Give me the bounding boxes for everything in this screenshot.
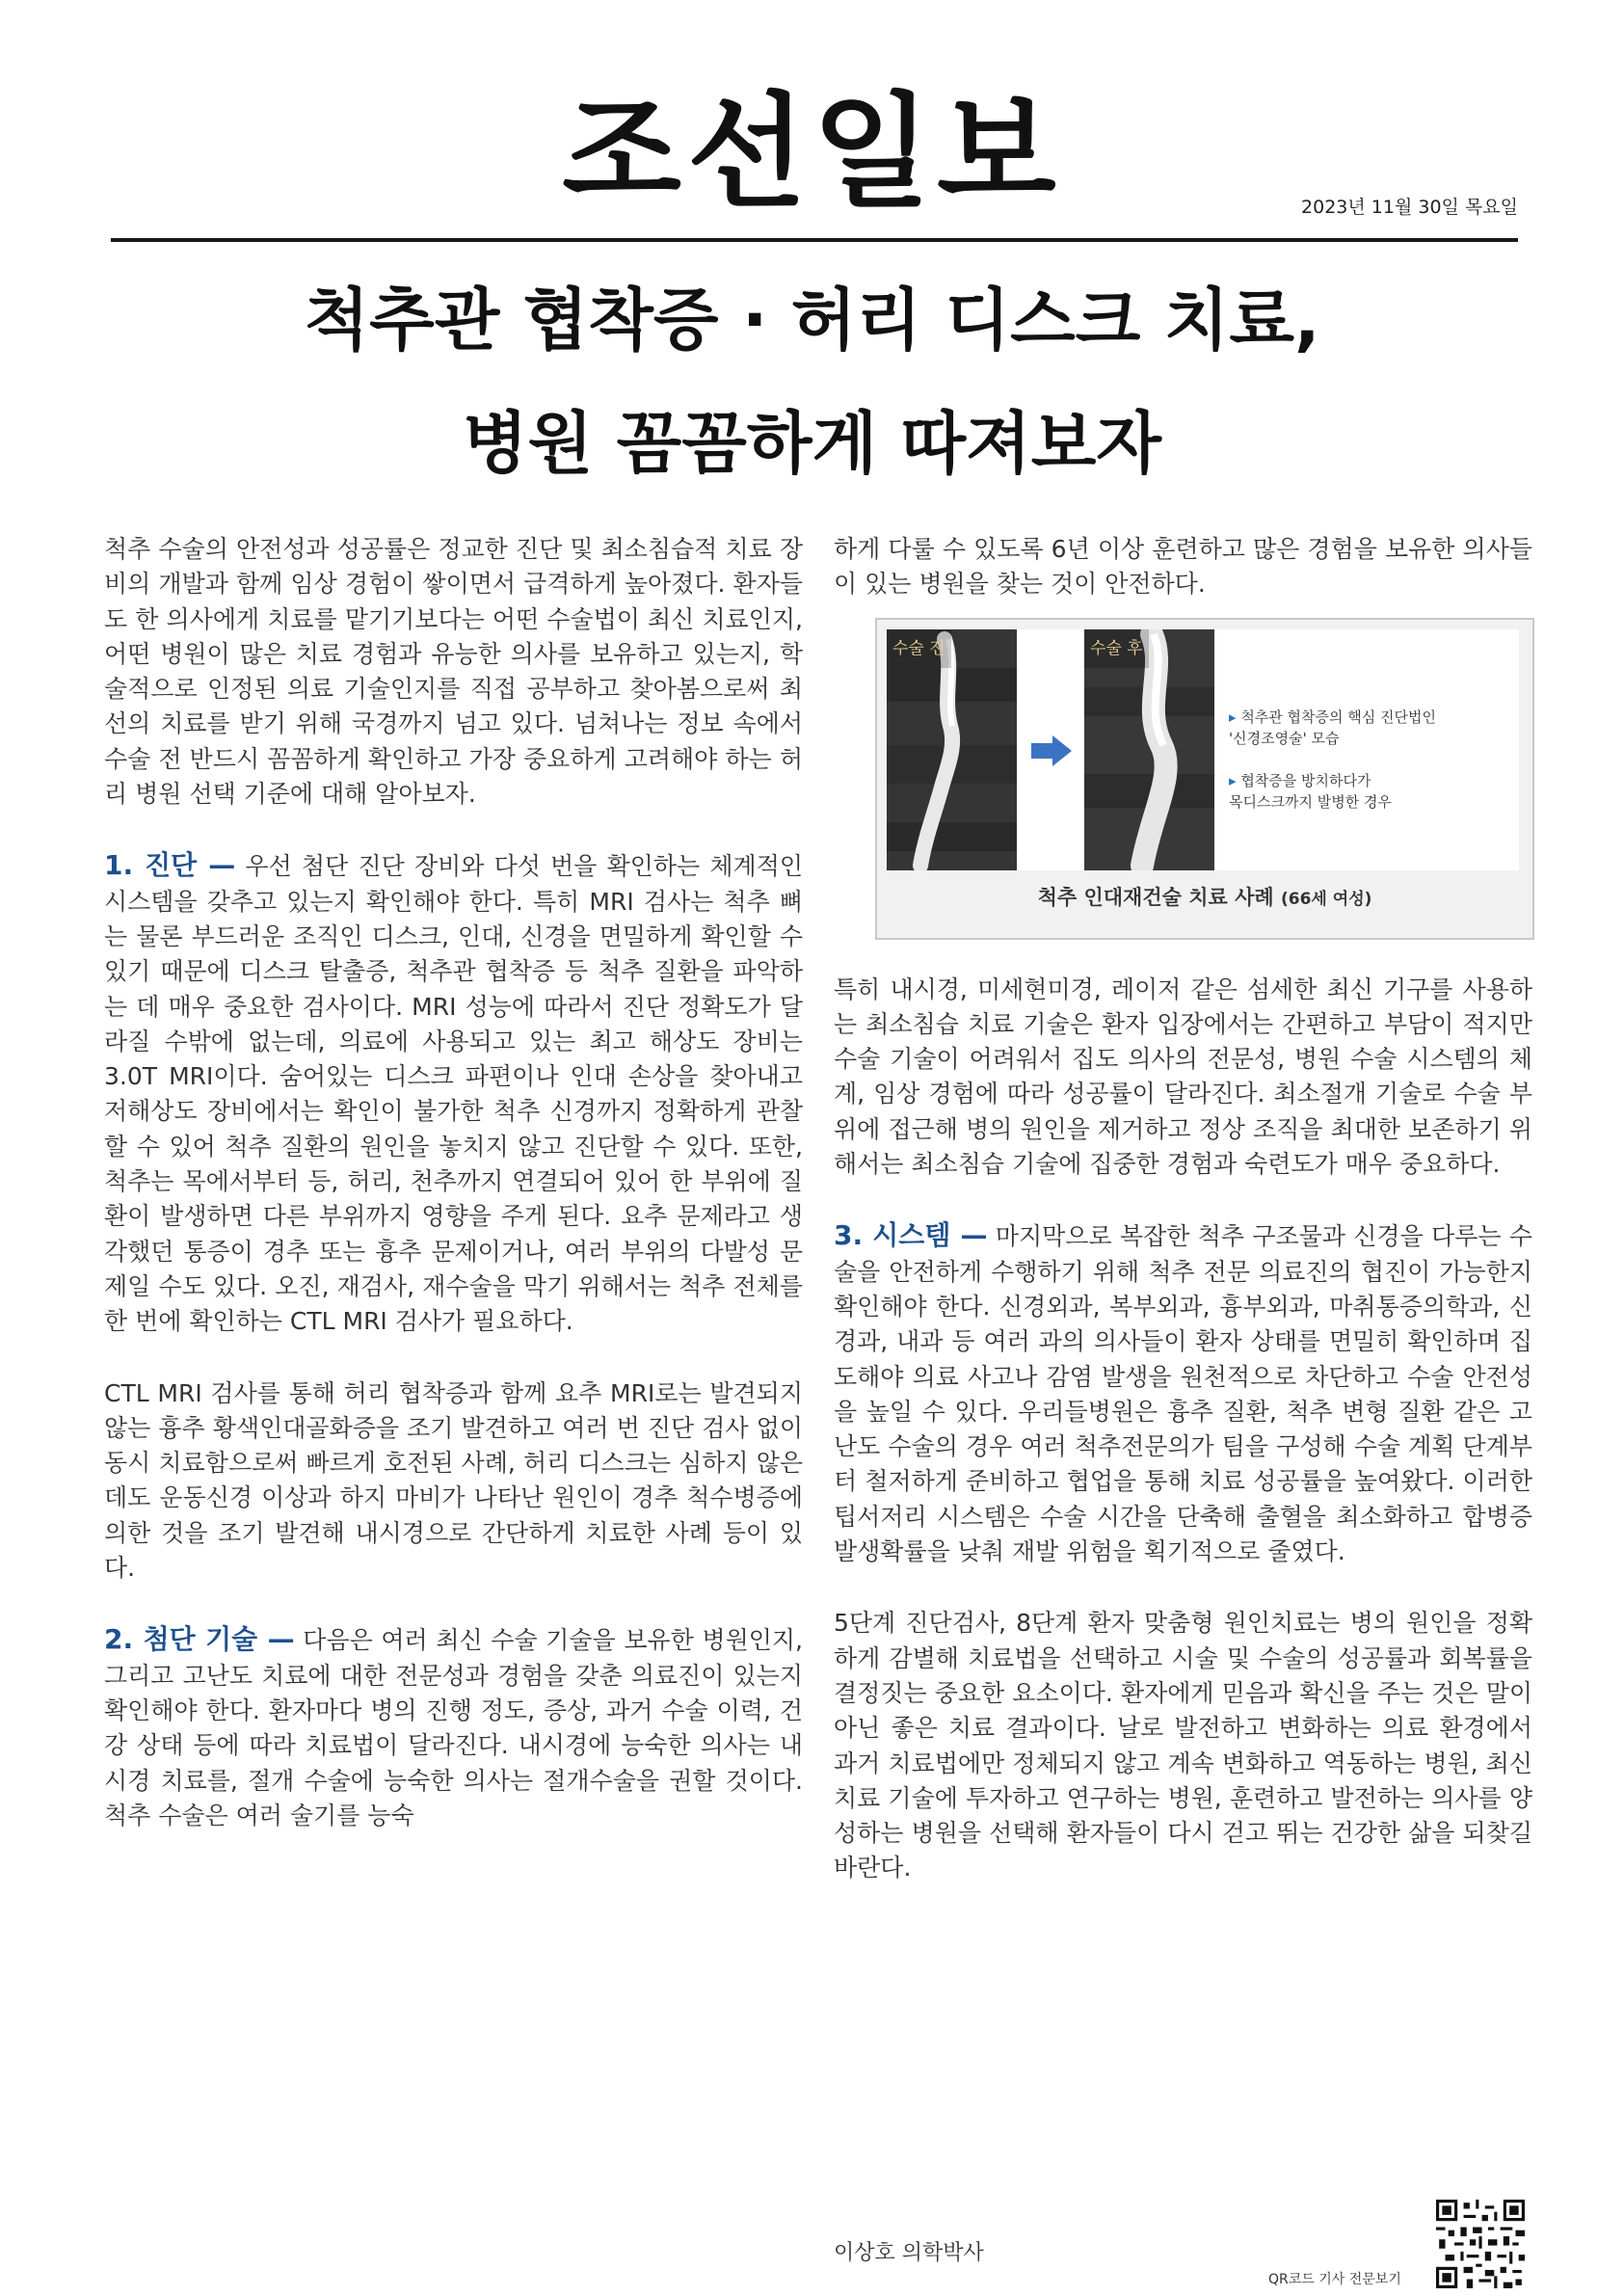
masthead-rule	[111, 238, 1518, 242]
bullet-arrow-icon: ▸	[1229, 707, 1237, 726]
closing-paragraph: 5단계 진단검사, 8단계 환자 맞춤형 원인치료는 병의 원인을 정확하게 감별해 치료법을 선택하고 시술 및 수술의 성공률과 회복률을 결정짓는 중요한 요소이다. 환자에게 믿음과 확신을 주는 것은 말이 아닌 좋은 치료 결과이다. 날로 발전하고 변화하는 의료 환경에서 과거 치료법에만 정체되지 않고 계속 변화하고 역동하는 병원, 최신 치료 기술에 투자하고 연구하는 병원, 훈련하고 발전하는 의사를 양성하는 병원을 선택해 환자들이 다시 걷고 뛰는 건강한 삶을 되찾길 바란다.	[834, 1609, 1532, 1882]
figure-notes	[1229, 707, 1518, 834]
tools-paragraph: 특히 내시경, 미세현미경, 레이저 같은 섬세한 최신 기구를 사용하는 최소침습 치료 기술은 환자 입장에서는 간편하고 부담이 적지만 수술 기술이 어려워서 집도 의사의 전문성, 병원 수술 시스템의 체계, 임상 경험에 따라 성공률이 달라진다. 최소절개 기술로 수술 부위에 접근해 병의 원인을 제거하고 정상 조직을 최대한 보존하기 위해서는 최소침습 기술에 집중한 경험과 숙련도가 매우 중요하다.	[834, 974, 1532, 1179]
qr-caption: QR코드 기사 전문보기	[1268, 2272, 1401, 2287]
section-diagnosis-title: 1. 진단 —	[104, 849, 236, 882]
section-diagnosis	[104, 848, 803, 1339]
case-figure	[875, 618, 1534, 940]
after-surgery-image	[1084, 629, 1214, 870]
figure-note-1: ▸ 척추관 협착증의 핵심 진단법인 '신경조영술' 모습	[1229, 707, 1436, 747]
ctl-mri-paragraph: CTL MRI 검사를 통해 허리 협착증과 함께 요추 MRI로는 발견되지 않는 흉추 황색인대골화증을 조기 발견하고 여러 번 진단 검사 없이 동시 치료함으로써 빠르게 호전된 사례, 허리 디스크는 심하지 않은데도 운동신경 이상과 하지 마비가 나타난 원인이 경추 척수병증에 의한 것을 조기 발견해 내시경으로 간단하게 치료한 사례 등이 있다.	[104, 1378, 803, 1583]
before-surgery-image	[887, 629, 1017, 870]
qr-code-icon[interactable]	[1436, 2200, 1525, 2288]
section-system-body: 마지막으로 복잡한 척추 구조물과 신경을 다루는 수술을 안전하게 수행하기 위해 척추 전문 의료진의 협진이 가능한지 확인해야 한다. 신경외과, 복부외과, 흉부외과, 마취통증의학과, 신경과, 내과 등 여러 과의 의사들이 환자 상태를 면밀히 확인하며 집도해야 의료 사고나 감염 발생을 원천적으로 차단하고 수술 안전성을 높일 수 있다. 우리들병원은 흉추 질환, 척추 변형 질환 같은 고난도 수술의 경우 여러 척추전문의가 팀을 구성해 수술 계획 단계부터 철저하게 준비하고 협업을 통해 치료 성공률을 높여왔다. 이러한 팁서저리 시스템은 수술 시간을 단축해 출혈을 최소화하고 합병증 발생확률을 낮춰 재발 위험을 획기적으로 줄였다.	[834, 1222, 1532, 1566]
continued-paragraph: 하게 다룰 수 있도록 6년 이상 훈련하고 많은 경험을 보유한 의사들이 있는 병원을 찾는 것이 안전하다.	[834, 535, 1532, 599]
bullet-arrow-icon: ▸	[1229, 771, 1237, 789]
before-surgery-label: 수술 전	[887, 629, 951, 668]
section-system-title: 3. 시스템 —	[834, 1219, 988, 1252]
figure-note-2: ▸ 협착증을 방치하다가 목디스크까지 발병한 경우	[1229, 771, 1392, 811]
issue-date: 2023년 11월 30일 목요일	[1301, 197, 1518, 218]
after-surgery-label: 수술 후	[1084, 629, 1149, 668]
section-technology-title: 2. 첨단 기술 —	[104, 1623, 295, 1656]
right-column	[834, 532, 1532, 1923]
section-system	[834, 1218, 1532, 1569]
section-technology-body: 다음은 여러 최신 수술 기술을 보유한 병원인지, 그리고 고난도 치료에 대한 전문성과 경험을 갖춘 의료진이 있는지 확인해야 한다. 환자마다 병의 진행 정도, 증상, 과거 수술 이력, 건강 상태 등에 따라 치료법이 달라진다. 내시경에 능숙한 의사는 내시경 치료를, 절개 수술에 능숙한 의사는 절개수술을 권할 것이다. 척추 수술은 여러 술기를 능숙	[104, 1626, 803, 1829]
headline-line-1: 척추관 협착증 · 허리 디스크 치료,	[304, 280, 1320, 360]
left-column	[104, 532, 803, 1870]
figure-photo-area	[887, 629, 1519, 870]
figure-caption: 척추 인대재건술 치료 사례 (66세 여성)	[1037, 885, 1372, 909]
newspaper-masthead: 조선일보	[562, 81, 1062, 225]
headline-line-2: 병원 꼼꼼하게 따져보자	[463, 404, 1161, 483]
section-technology	[104, 1622, 803, 1833]
author-byline: 이상호 의학박사	[834, 2241, 984, 2265]
section-diagnosis-body: 우선 첨단 진단 장비와 다섯 번을 확인하는 체계적인 시스템을 갖추고 있는지 확인해야 한다. 특히 MRI 검사는 척추 뼈는 물론 부드러운 조직인 디스크, 인대, 신경을 면밀하게 확인할 수 있기 때문에 디스크 탈출증, 척추관 협착증 등 척추 질환을 파악하는 데 매우 중요한 검사이다. MRI 성능에 따라서 진단 정확도가 달라질 수밖에 없는데, 의료에 사용되고 있는 최고 해상도 장비는 3.0T MRI이다. 숨어있는 디스크 파편이나 인대 손상을 찾아내고 저해상도 장비에서는 확인이 불가한 척추 신경까지 정확하게 관찰할 수 있어 척추 질환의 원인을 놓치지 않고 진단할 수 있다. 또한, 척추는 목에서부터 등, 허리, 천추까지 연결되어 있어 한 부위에 질환이 발생하면 다른 부위까지 영향을 주게 된다. 요추 문제라고 생각했던 통증이 경추 또는 흉추 문제이거나, 여러 부위의 다발성 문제일 수도 있다. 오진, 재검사, 재수술을 막기 위해서는 척추 전체를 한 번에 확인하는 CTL MRI 검사가 필요하다.	[104, 852, 803, 1336]
intro-paragraph: 척추 수술의 안전성과 성공률은 정교한 진단 및 최소침습적 치료 장비의 개발과 함께 임상 경험이 쌓이면서 급격하게 높아졌다. 환자들도 한 의사에게 치료를 맡기기보다는 어떤 수술법이 최신 치료인지, 어떤 병원이 많은 치료 경험과 유능한 의사를 보유하고 있는지, 학술적으로 인정된 의료 기술인지를 직접 공부하고 찾아봄으로써 최선의 치료를 받기 위해 국경까지 넘고 있다. 넘쳐나는 정보 속에서 수술 전 반드시 꼼꼼하게 확인하고 가장 중요하게 고려해야 하는 허리 병원 선택 기준에 대해 알아보자.	[104, 535, 803, 809]
